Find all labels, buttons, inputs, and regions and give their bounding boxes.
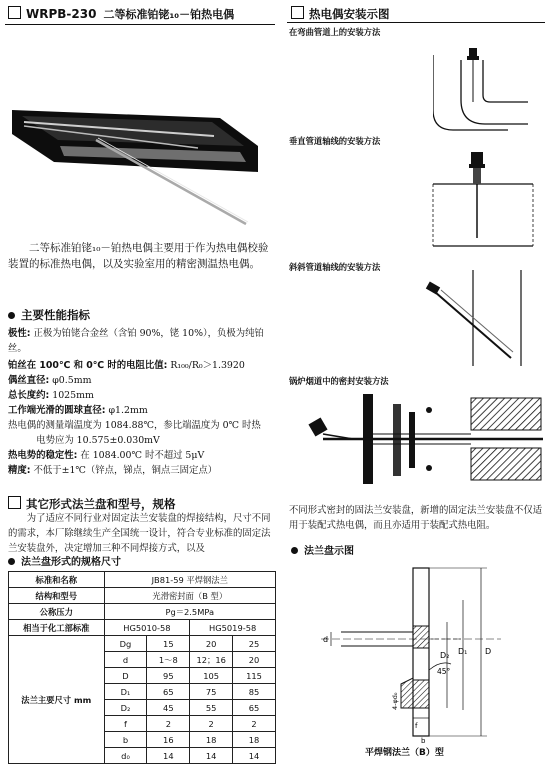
polarity-row [8,326,276,356]
diagram-heading [291,545,354,559]
table-cell: 18 [233,732,276,748]
accuracy-row [8,463,276,478]
table-cell: 55 [190,700,233,716]
label-d2: D₂ [440,651,450,660]
table-cell: 14 [233,748,276,764]
table-cell: b [104,732,147,748]
caption-curved-pipe: 在弯曲管道上的安装方法 [289,27,381,37]
tip-value: φ1.2mm [108,405,148,416]
product-name: 二等标准铂铑₁₀－铂热电偶 [103,8,235,21]
product-title [8,6,234,22]
table-cell: d [104,652,147,668]
table-cell: 18 [190,732,233,748]
table-cell: 2 [147,716,190,732]
table-cell: Dg [104,636,147,652]
polarity-value: 正极为铂铑合金丝（含铂 90%，铑 10%），负极为纯铂丝。 [8,328,264,354]
perf-list [8,326,276,478]
table-cell: 25 [233,636,276,652]
table-row [9,636,276,652]
table-heading [8,556,121,570]
bullet-icon [291,547,298,554]
ratio-label: 铂丝在 100℃ 和 0℃ 时的电阻比值: [8,360,168,371]
perf-heading-text: 主要性能指标 [21,308,90,322]
label-f: f [415,722,418,730]
accuracy-value: 不低于±1℃（锌点，锑点，铜点三固定点） [33,465,218,476]
stability-label: 热电势的稳定性: [8,450,78,461]
caption-vertical-pipe: 垂直管道轴线的安装方法 [289,136,381,146]
table-heading-text: 法兰盘形式的规格尺寸 [21,557,121,568]
label-holes: 4-φd₀ [391,692,399,710]
bullet-icon [8,312,15,319]
table-row [9,588,276,604]
perf-heading [8,308,90,322]
table-cell: 相当于化工部标准 [9,620,105,636]
product-model: WRPB-230 [26,7,97,21]
table-cell: 14 [190,748,233,764]
table-cell: f [104,716,147,732]
table-cell: 标准和名称 [9,572,105,588]
length-label: 总长度约: [8,390,50,401]
table-cell: HG5019-58 [190,620,276,636]
wire-row [8,373,276,388]
flange-diagram-caption: 平焊钢法兰（B）型 [365,748,444,758]
table-cell: D₂ [104,700,147,716]
intro-paragraph: 二等标准铂铑₁₀－铂热电偶主要用于作为热电偶校验装置的标准热电偶，以及实验室用的精密测温热电偶。 [8,242,269,270]
table-cell: 光滑密封面（B 型） [104,588,275,604]
table-cell: 2 [190,716,233,732]
table-cell: 85 [233,684,276,700]
length-value: 1025mm [52,390,94,401]
checkbox-icon [8,6,21,19]
table-cell: 1～8 [147,652,190,668]
table-cell: JB81-59 平焊钢法兰 [104,572,275,588]
flange-paragraph: 为了适应不同行业对固定法兰安装盘的焊接结构，尺寸不同的需求，本厂除继续生产全国统一设计，符合专业标准的固定法兰安装盘外，决定增加三种不同焊接方式，以及 [8,513,271,554]
table-cell: 65 [147,684,190,700]
tip-label: 工作端光滑的圆球直径: [8,405,106,416]
title-rule [5,24,275,25]
table-cell: 法兰主要尺寸 mm [9,636,105,764]
table-cell: HG5010-58 [104,620,190,636]
table-cell: 20 [190,636,233,652]
stability-row [8,448,276,463]
label-outer-d: D [485,647,492,656]
curved-pipe-diagram [433,40,533,135]
label-angle: 45° [437,667,451,676]
emf-line-2: 电势应为 10.575±0.030mV [36,435,160,446]
wire-value: φ0.5mm [52,375,92,386]
table-cell: 20 [233,652,276,668]
table-row [9,620,276,636]
wire-label: 偶丝直径: [8,375,50,386]
install-heading [291,6,390,21]
table-cell: 2 [233,716,276,732]
bullet-icon [8,558,15,565]
table-cell: 45 [147,700,190,716]
table-cell: 15 [147,636,190,652]
table-cell: 12；16 [190,652,233,668]
install-paragraph: 不同形式密封的固法兰安装盘，新增的固定法兰安装盘不仅适用于装配式热电偶，而且亦适用于装配式热电阻。 [289,505,543,531]
table-cell: 14 [147,748,190,764]
flange-diagram [301,560,537,745]
flange-heading-text: 其它形式法兰盘和型号，规格 [26,497,176,511]
length-row [8,388,276,403]
table-cell: 16 [147,732,190,748]
flange-heading [8,496,176,511]
table-cell: 105 [190,668,233,684]
label-d1: D₁ [458,647,468,656]
table-cell: D₁ [104,684,147,700]
caption-oblique-pipe: 斜斜管道轴线的安装方法 [289,262,381,272]
polarity-label: 极性: [8,328,31,339]
label-d: d [323,635,329,644]
emf-line-1: 热电偶的测量端温度为 1084.88℃，参比端温度为 0℃ 时热 [8,420,261,431]
ratio-value: R₁₀₀/R₀＞1.3920 [170,360,245,371]
table-cell: 115 [233,668,276,684]
table-cell: 65 [233,700,276,716]
caption-boiler-flue: 锅炉烟道中的密封安装方法 [289,376,389,386]
thermocouple-photo [8,76,276,226]
table-cell: 95 [147,668,190,684]
ratio-row [8,358,276,373]
table-cell: D [104,668,147,684]
checkbox-icon [8,496,21,509]
install-heading-text: 热电偶安装示图 [309,7,390,21]
oblique-axis-diagram [421,270,545,370]
label-b: b [421,737,426,745]
table-cell: Pg＝2.5MPa [104,604,275,620]
checkbox-icon [291,6,304,19]
table-cell: 结构和型号 [9,588,105,604]
diagram-heading-text: 法兰盘示图 [304,546,354,557]
table-cell: 公称压力 [9,604,105,620]
boiler-flue-diagram [293,390,547,490]
table-cell: 75 [190,684,233,700]
tip-row [8,403,276,418]
table-cell: d₀ [104,748,147,764]
stability-value: 在 1084.00℃ 时不超过 5μV [80,450,205,461]
table-row [9,604,276,620]
accuracy-label: 精度: [8,465,31,476]
install-rule [287,22,545,23]
table-row [9,572,276,588]
vertical-axis-diagram [423,146,545,251]
right-column [283,0,550,765]
flange-spec-table [8,571,276,764]
